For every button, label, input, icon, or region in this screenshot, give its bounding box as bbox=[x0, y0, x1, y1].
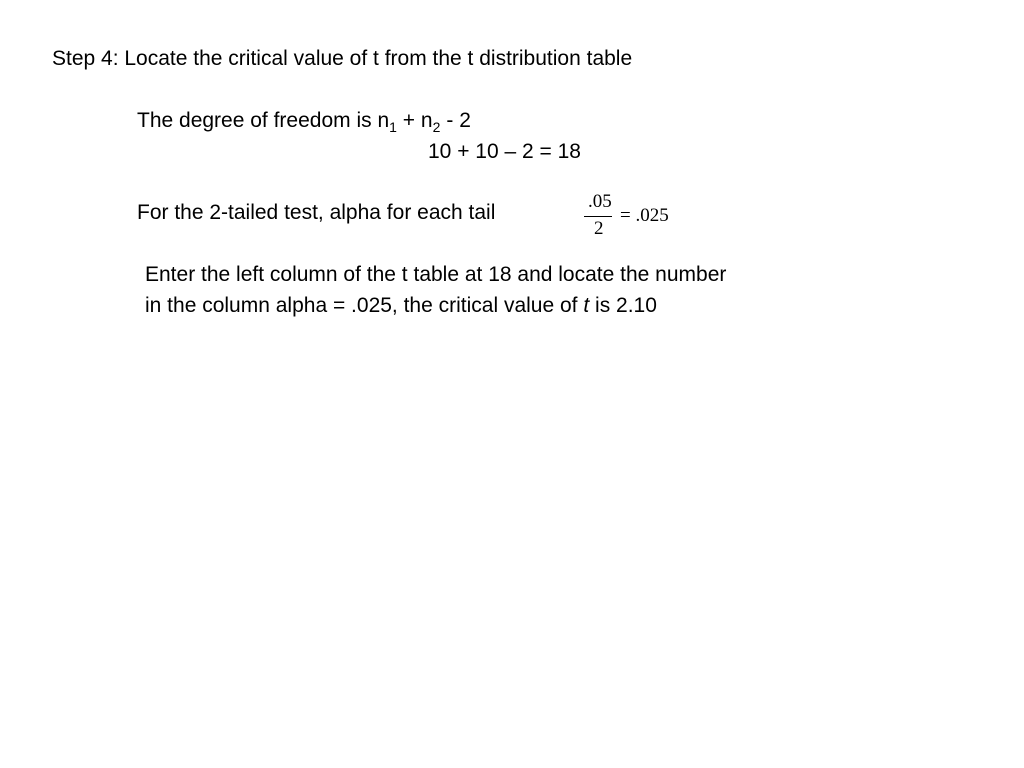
dof-prefix: The degree of freedom is n bbox=[137, 109, 390, 132]
fraction-bar bbox=[584, 216, 612, 217]
instruction-line-2 bbox=[145, 294, 657, 318]
dof-suffix: - 2 bbox=[446, 109, 471, 132]
fraction-denominator: 2 bbox=[594, 218, 604, 239]
degrees-of-freedom-formula bbox=[137, 109, 471, 133]
dof-subscript-2: 2 bbox=[432, 119, 441, 135]
dof-plus: + n bbox=[396, 109, 433, 132]
instruction-line-1: Enter the left column of the t table at 18 and locate the number bbox=[145, 263, 727, 286]
t-variable: t bbox=[583, 294, 590, 317]
instruction-line-2-start: in the column alpha = .025, the critical value of bbox=[145, 294, 584, 317]
instruction-line-2-end: is 2.10 bbox=[589, 294, 657, 317]
step-heading: Step 4: Locate the critical value of t from the t distribution table bbox=[52, 47, 633, 70]
degrees-of-freedom-calculation: 10 + 10 – 2 = 18 bbox=[428, 140, 581, 163]
alpha-per-tail-text: For the 2-tailed test, alpha for each tail bbox=[137, 201, 496, 224]
fraction-numerator: .05 bbox=[588, 191, 612, 212]
fraction-result: = .025 bbox=[620, 205, 669, 226]
dof-subscript-1: 1 bbox=[389, 119, 397, 135]
